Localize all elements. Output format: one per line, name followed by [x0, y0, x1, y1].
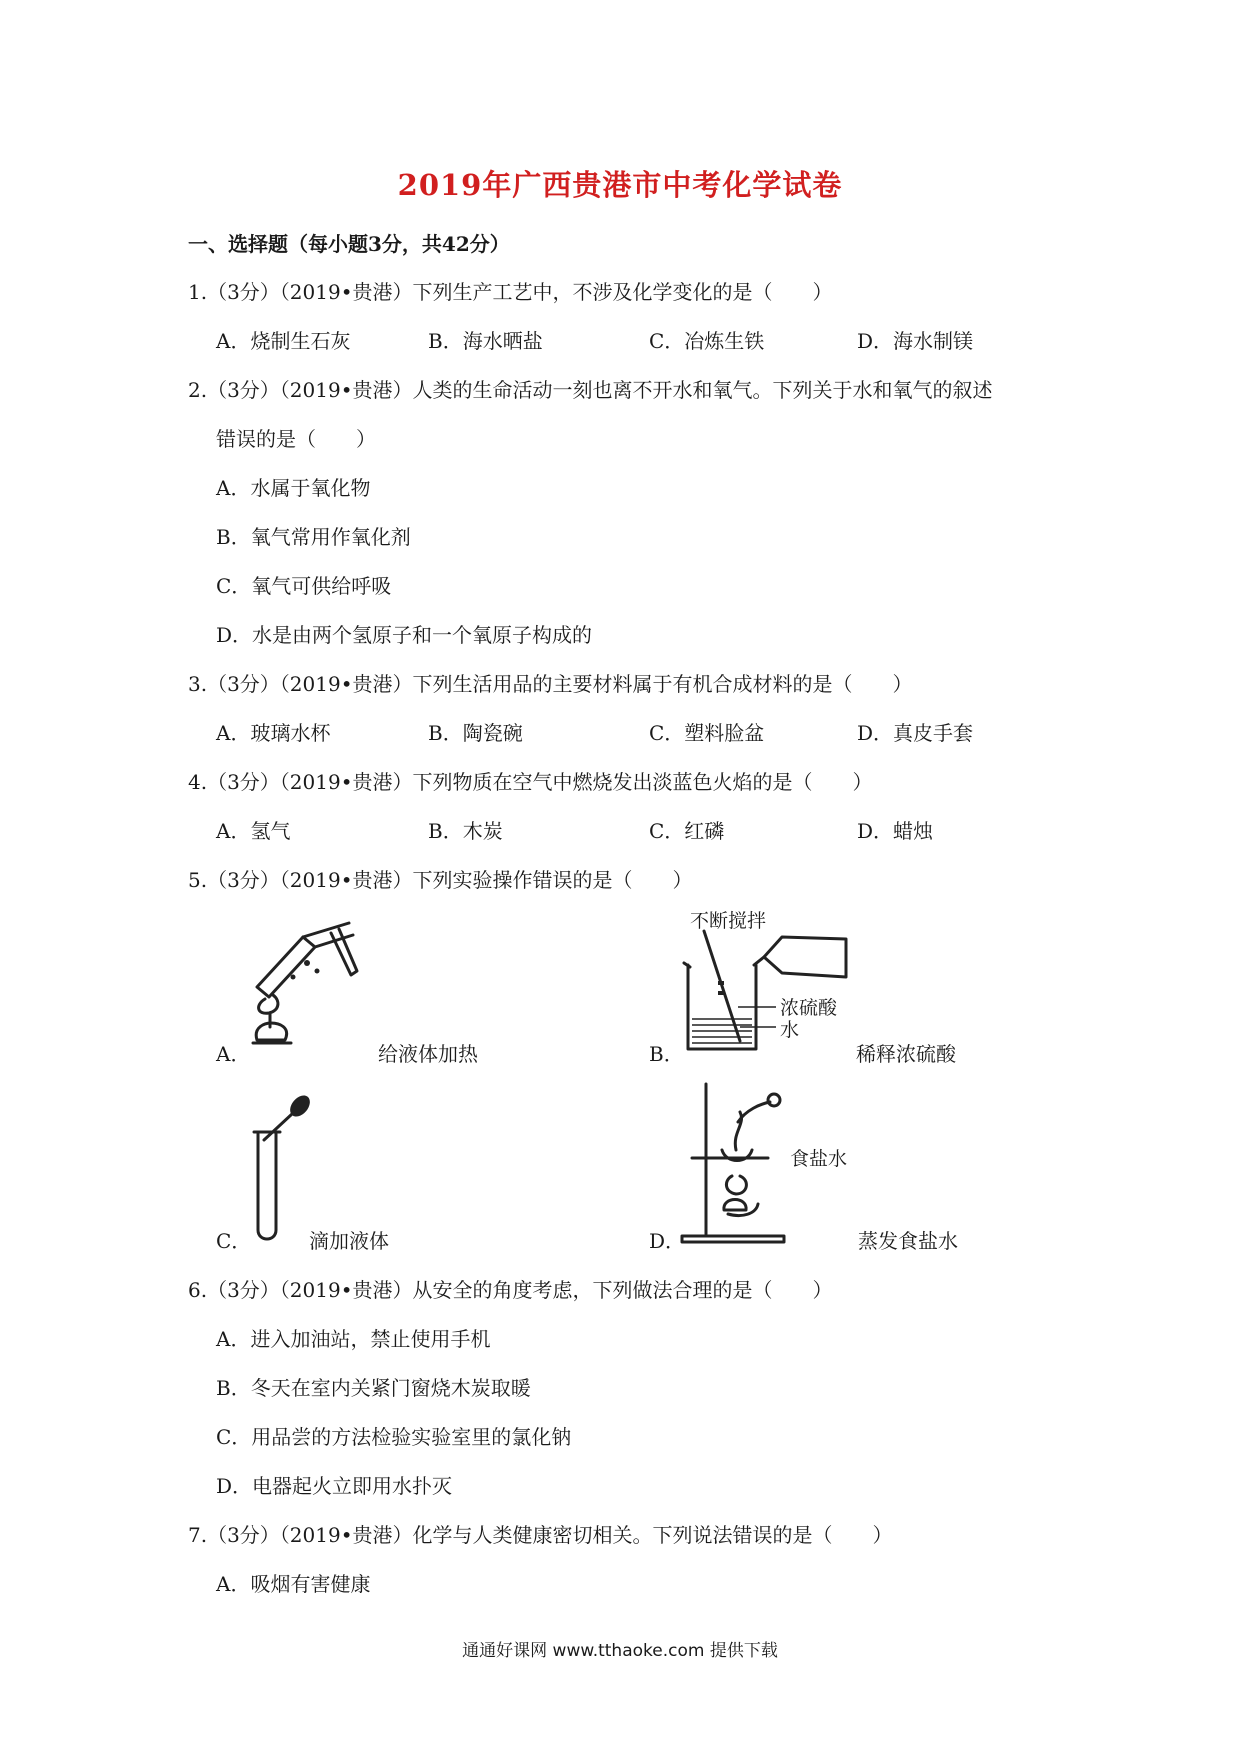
question-7-stem: 7.（3分）（2019•贵港）化学与人类健康密切相关。下列说法错误的是（ ） — [188, 1523, 893, 1547]
question-5-option-d-caption: 蒸发食盐水 — [858, 1229, 958, 1253]
question-4-option-c: C．红磷 — [649, 819, 725, 843]
question-1-option-c: C．冶炼生铁 — [649, 329, 765, 353]
question-4-option-a: A．氢气 — [216, 819, 291, 843]
question-2-option-d: D．水是由两个氢原子和一个氧原子构成的 — [216, 623, 593, 647]
question-3-stem: 3.（3分）（2019•贵港）下列生活用品的主要材料属于有机合成材料的是（ ） — [188, 672, 913, 696]
water-label: 水 — [780, 1019, 800, 1041]
question-1-stem: 1.（3分）（2019•贵港）下列生产工艺中，不涉及化学变化的是（ ） — [188, 280, 833, 304]
question-4-stem: 4.（3分）（2019•贵港）下列物质在空气中燃烧发出淡蓝色火焰的是（ ） — [188, 770, 873, 794]
document-title: 2019年广西贵港市中考化学试卷 — [397, 168, 843, 202]
question-2-stem: 2.（3分）（2019•贵港）人类的生命活动一刻也离不开水和氧气。下列关于水和氧气的叙述 — [188, 378, 993, 402]
question-4-option-d: D．蜡烛 — [857, 819, 934, 843]
question-5-option-c-caption: 滴加液体 — [309, 1229, 389, 1253]
question-5-option-a-letter: A． — [216, 1042, 251, 1066]
question-6-option-a: A．进入加油站，禁止使用手机 — [216, 1327, 491, 1351]
question-5-option-b-letter: B． — [649, 1042, 684, 1066]
question-3-option-a: A．玻璃水杯 — [216, 721, 331, 745]
question-2-option-b: B．氧气常用作氧化剂 — [216, 525, 411, 549]
question-1-option-d: D．海水制镁 — [857, 329, 974, 353]
dropper-diagram — [244, 1092, 324, 1242]
question-3-option-d: D．真皮手套 — [857, 721, 974, 745]
salt-water-label: 食盐水 — [790, 1148, 848, 1170]
question-1-option-a: A．烧制生石灰 — [216, 329, 351, 353]
question-2-stem-continued: 错误的是（ ） — [216, 427, 376, 451]
question-5-option-b-caption: 稀释浓硫酸 — [856, 1042, 956, 1066]
question-3-option-c: C．塑料脸盆 — [649, 721, 765, 745]
question-1-option-b: B．海水晒盐 — [428, 329, 543, 353]
evaporating-salt-water-diagram — [672, 1080, 792, 1244]
question-2-option-a: A．水属于氧化物 — [216, 476, 371, 500]
question-6-option-d: D．电器起火立即用水扑灭 — [216, 1474, 453, 1498]
question-6-option-c: C．用品尝的方法检验实验室里的氯化钠 — [216, 1425, 572, 1449]
question-4-option-b: B．木炭 — [428, 819, 503, 843]
question-5-option-c-letter: C． — [216, 1229, 252, 1253]
concentrated-sulfuric-acid-label: 浓硫酸 — [780, 997, 838, 1019]
heating-liquid-diagram — [245, 915, 385, 1055]
footer-download-note: 通通好课网 www.tthaoke.com 提供下载 — [462, 1641, 778, 1661]
question-6-stem: 6.（3分）（2019•贵港）从安全的角度考虑，下列做法合理的是（ ） — [188, 1278, 833, 1302]
question-2-option-c: C．氧气可供给呼吸 — [216, 574, 392, 598]
question-5-stem: 5.（3分）（2019•贵港）下列实验操作错误的是（ ） — [188, 868, 693, 892]
question-5-option-a-caption: 给液体加热 — [378, 1042, 478, 1066]
question-5-option-d-letter: D． — [649, 1229, 686, 1253]
question-3-option-b: B．陶瓷碗 — [428, 721, 523, 745]
question-6-option-b: B．冬天在室内关紧门窗烧木炭取暖 — [216, 1376, 531, 1400]
stir-label: 不断搅拌 — [690, 910, 767, 932]
question-7-option-a: A．吸烟有害健康 — [216, 1572, 371, 1596]
section-heading: 一、选择题（每小题3分，共42分） — [188, 232, 510, 256]
